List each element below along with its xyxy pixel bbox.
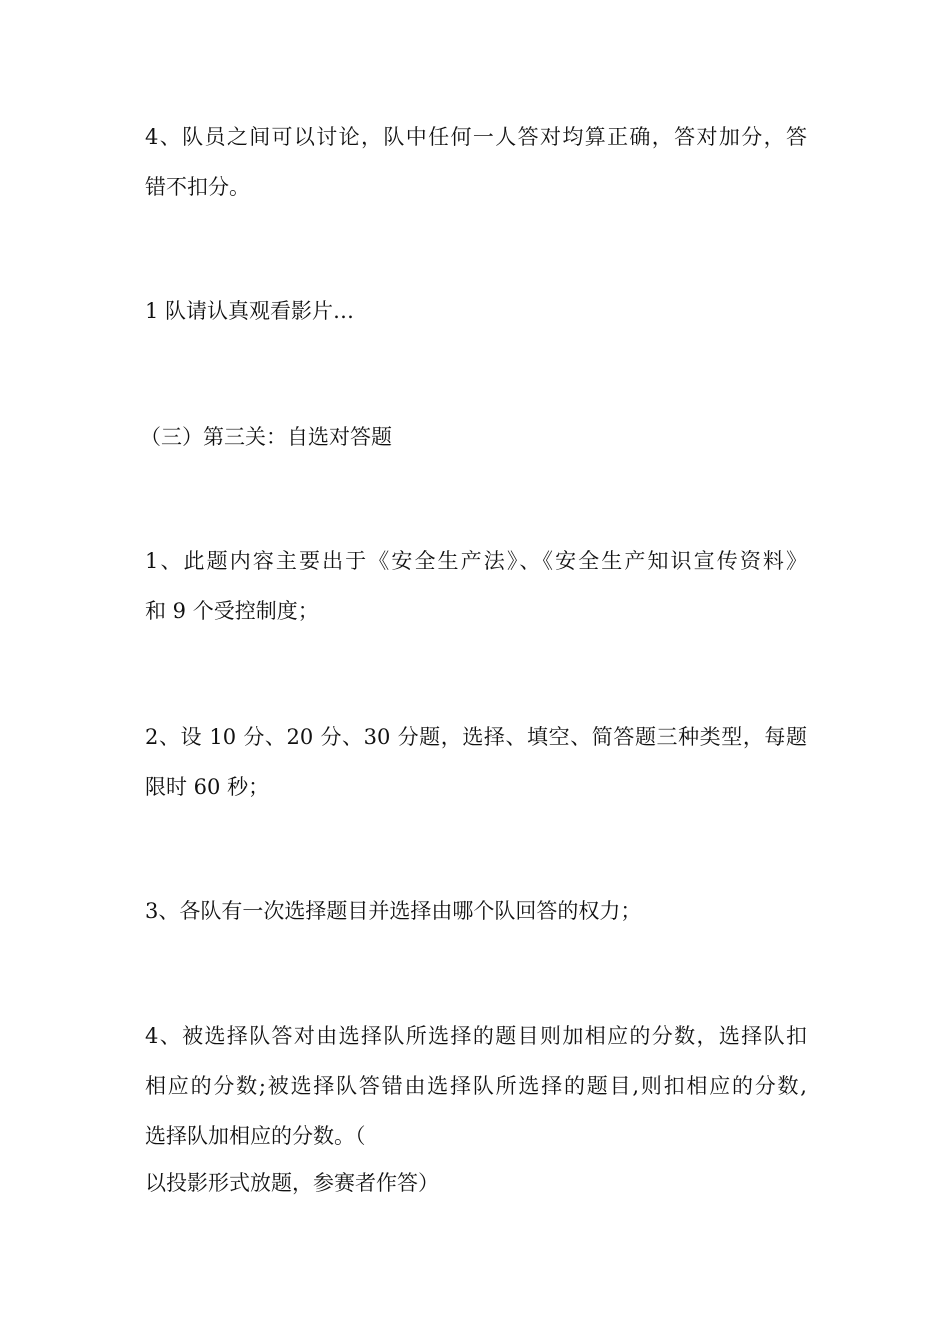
section-heading-text: （三）第三关：自选对答题 xyxy=(140,425,392,449)
text-line: 4、队员之间可以讨论，队中任何一人答对均算正确，答对加分，答 xyxy=(145,125,807,149)
text-line: 2、设 10 分、20 分、30 分题，选择、填空、简答题三种类型，每题 xyxy=(145,725,807,749)
text-line: 1、此题内容主要出于《安全生产法》、《安全生产知识宣传资料》 xyxy=(145,549,807,573)
text-line: 4、被选择队答对由选择队所选择的题目则加相应的分数，选择队扣 xyxy=(145,1024,807,1048)
text-line: 1 队请认真观看影片… xyxy=(145,299,355,323)
text-line: 限时 60 秒； xyxy=(145,775,270,799)
section-heading-round-3 xyxy=(140,412,802,462)
text-line: 和 9 个受控制度； xyxy=(145,599,319,623)
text-line: 以投影形式放题，参赛者作答） xyxy=(145,1171,439,1195)
paragraph-rule-4-scoring xyxy=(145,1011,807,1206)
paragraph-rule-4-discussion xyxy=(145,112,807,212)
text-line: 选择队加相应的分数。（ xyxy=(145,1124,366,1148)
text-line: 错不扣分。 xyxy=(145,175,250,199)
paragraph-rule-3-selection-right xyxy=(145,886,807,936)
paragraph-rule-2-question-types xyxy=(145,712,807,812)
paragraph-rule-1-content-source xyxy=(145,536,807,636)
paragraph-team-1-watch-video xyxy=(145,286,807,336)
text-line: 相应的分数;被选择队答错由选择队所选择的题目,则扣相应的分数, xyxy=(145,1074,807,1098)
text-line: 3、各队有一次选择题目并选择由哪个队回答的权力； xyxy=(145,899,642,923)
